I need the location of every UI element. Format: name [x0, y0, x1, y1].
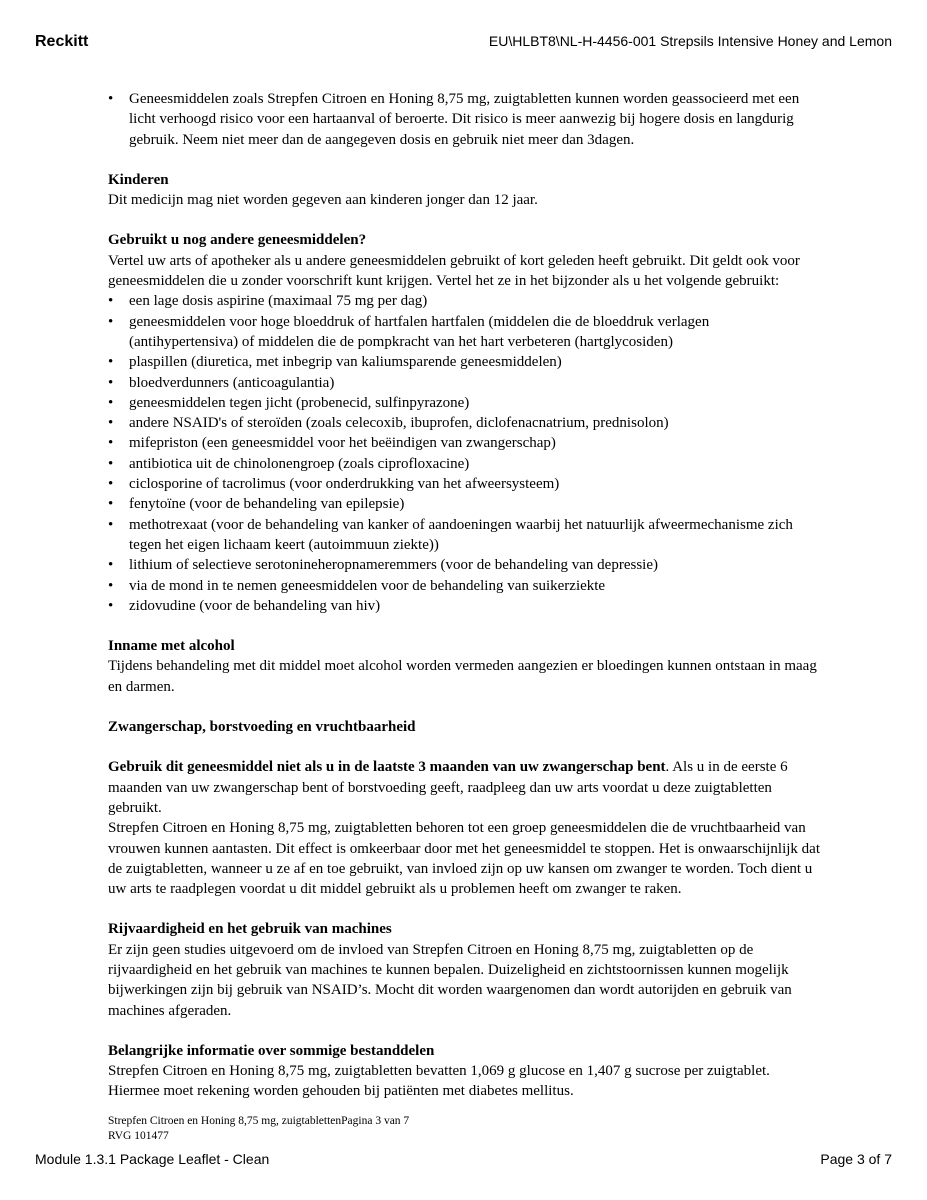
section-kinderen — [108, 170, 820, 211]
section-heading: Rijvaardigheid en het gebruik van machines — [108, 921, 392, 938]
page-number: Page 3 of 7 — [820, 1151, 892, 1167]
section-heading: Belangrijke informatie over sommige bestanddelen — [108, 1042, 435, 1059]
section-text: Strepfen Citroen en Honing 8,75 mg, zuigtabletten bevatten 1,069 g glucose en 1,407 g sucrose per zuigtablet. Hiermee moet rekening worden gehouden bij patiënten met diabetes mellitus. — [108, 1063, 770, 1100]
rvg-number: RVG 101477 — [108, 1130, 169, 1142]
list-item: • bloedverdunners (anticoagulantia) — [108, 373, 820, 393]
pregnancy-warning — [108, 757, 820, 818]
section-text: Vertel uw arts of apotheker als u andere geneesmiddelen gebruikt of kort geleden heeft gebruikt. Dit geldt ook voor geneesmiddelen die u zonder voorschrift kunt krijgen. Vertel het ze in het bijzonder als u het volgende gebruikt: — [108, 252, 800, 290]
warning-bold-text: Gebruik dit geneesmiddel niet als u in de laatste 3 maanden van uw zwangerschap bent — [108, 759, 666, 776]
list-item: • antibiotica uit de chinolonengroep (zoals ciprofloxacine) — [108, 454, 820, 474]
section-text: Strepfen Citroen en Honing 8,75 mg, zuigtabletten behoren tot een groep geneesmiddelen die de vruchtbaarheid van vrouwen kunnen aantasten. Dit effect is omkeerbaar door met het geneesmiddel te stoppen. Het is onwaarschijnlijk dat de zuigtabletten, wanneer u ze af en toe gebruikt, van invloed zijn op uw kansen om zwanger te worden. Toch dient u uw arts te raadplegen voordat u dit middel gebruikt als u problemen heeft om zwanger te raken. — [108, 820, 821, 898]
list-item: • mifepriston (een geneesmiddel voor het beëindigen van zwangerschap) — [108, 433, 820, 453]
document-footer — [108, 1114, 409, 1144]
section-heading: Kinderen — [108, 171, 169, 188]
list-item: • andere NSAID's of steroïden (zoals celecoxib, ibuprofen, diclofenacnatrium, prednisolon) — [108, 413, 820, 433]
list-item: • een lage dosis aspirine (maximaal 75 mg per dag) — [108, 291, 820, 311]
section-text: Dit medicijn mag niet worden gegeven aan kinderen jonger dan 12 jaar. — [108, 192, 538, 209]
intro-list — [108, 89, 820, 150]
section-heading: Inname met alcohol — [108, 638, 235, 655]
section-other-medicines — [108, 230, 820, 616]
section-heading: Gebruikt u nog andere geneesmiddelen? — [108, 232, 367, 249]
list-item: • geneesmiddelen voor hoge bloeddruk of hartfalen hartfalen (middelen die de bloeddruk verlagen (antihypertensiva) of middelen die de pompkracht van het hart verbeteren (hartglycosiden) — [108, 312, 820, 353]
list-item: • geneesmiddelen tegen jicht (probenecid, sulfinpyrazone) — [108, 393, 820, 413]
section-text: Er zijn geen studies uitgevoerd om de invloed van Strepfen Citroen en Honing 8,75 mg, zuigtabletten op de rijvaardigheid en het gebruik van machines te kunnen bepalen. Duizeligheid en zichtstoornissen kunnen mogelijk bijwerkingen zijn bij gebruik van NSAID’s. Mocht dit worden waargenomen dan wordt autorijden en gebruik van machines afgeraden. — [108, 941, 792, 1019]
section-driving — [108, 919, 820, 1020]
section-pregnancy — [108, 717, 820, 899]
list-item: • Geneesmiddelen zoals Strepfen Citroen en Honing 8,75 mg, zuigtabletten kunnen worden geassocieerd met een licht verhoogd risico voor een hartaanval of beroerte. Dit risico is meer aanwezig bij hogere dosis en langdurig gebruik. Neem niet meer dan de aangegeven dosis en gebruik niet meer dan 3dagen. — [108, 89, 820, 150]
company-name: Reckitt — [35, 33, 89, 50]
list-item: • plaspillen (diuretica, met inbegrip van kaliumsparende geneesmiddelen) — [108, 352, 820, 372]
warning-rest-text: . Als u in de eerste 6 maanden van uw zwangerschap bent of borstvoeding geeft, raadpleeg dan uw arts voordat u deze zuigtabletten gebruikt. — [108, 759, 788, 816]
list-item: • ciclosporine of tacrolimus (voor onderdrukking van het afweersysteem) — [108, 474, 820, 494]
list-item: • lithium of selectieve serotonineheropnameremmers (voor de behandeling van depressie) — [108, 555, 820, 575]
list-item: • methotrexaat (voor de behandeling van kanker of aandoeningen waarbij het natuurlijk afweermechanisme zich tegen het eigen lichaam keert (autoimmuun ziekte)) — [108, 515, 820, 556]
list-item: • via de mond in te nemen geneesmiddelen voor de behandeling van suikerziekte — [108, 576, 820, 596]
section-text: Tijdens behandeling met dit middel moet alcohol worden vermeden aangezien er bloedingen kunnen ontstaan in maag en darmen. — [108, 658, 817, 695]
section-alcohol — [108, 636, 820, 697]
product-page-line: Strepfen Citroen en Honing 8,75 mg, zuigtablettenPagina 3 van 7 — [108, 1115, 410, 1127]
section-ingredients — [108, 1041, 820, 1102]
list-item: • zidovudine (voor de behandeling van hiv) — [108, 596, 820, 616]
document-reference: EU\HLBT8\NL-H-4456-001 Strepsils Intensive Honey and Lemon — [488, 33, 892, 49]
medicine-list — [108, 291, 820, 616]
module-label: Module 1.3.1 Package Leaflet - Clean — [35, 1151, 270, 1167]
section-heading: Zwangerschap, borstvoeding en vruchtbaarheid — [108, 719, 416, 736]
list-item: • fenytoïne (voor de behandeling van epilepsie) — [108, 494, 820, 514]
leaflet-content — [108, 89, 820, 1102]
